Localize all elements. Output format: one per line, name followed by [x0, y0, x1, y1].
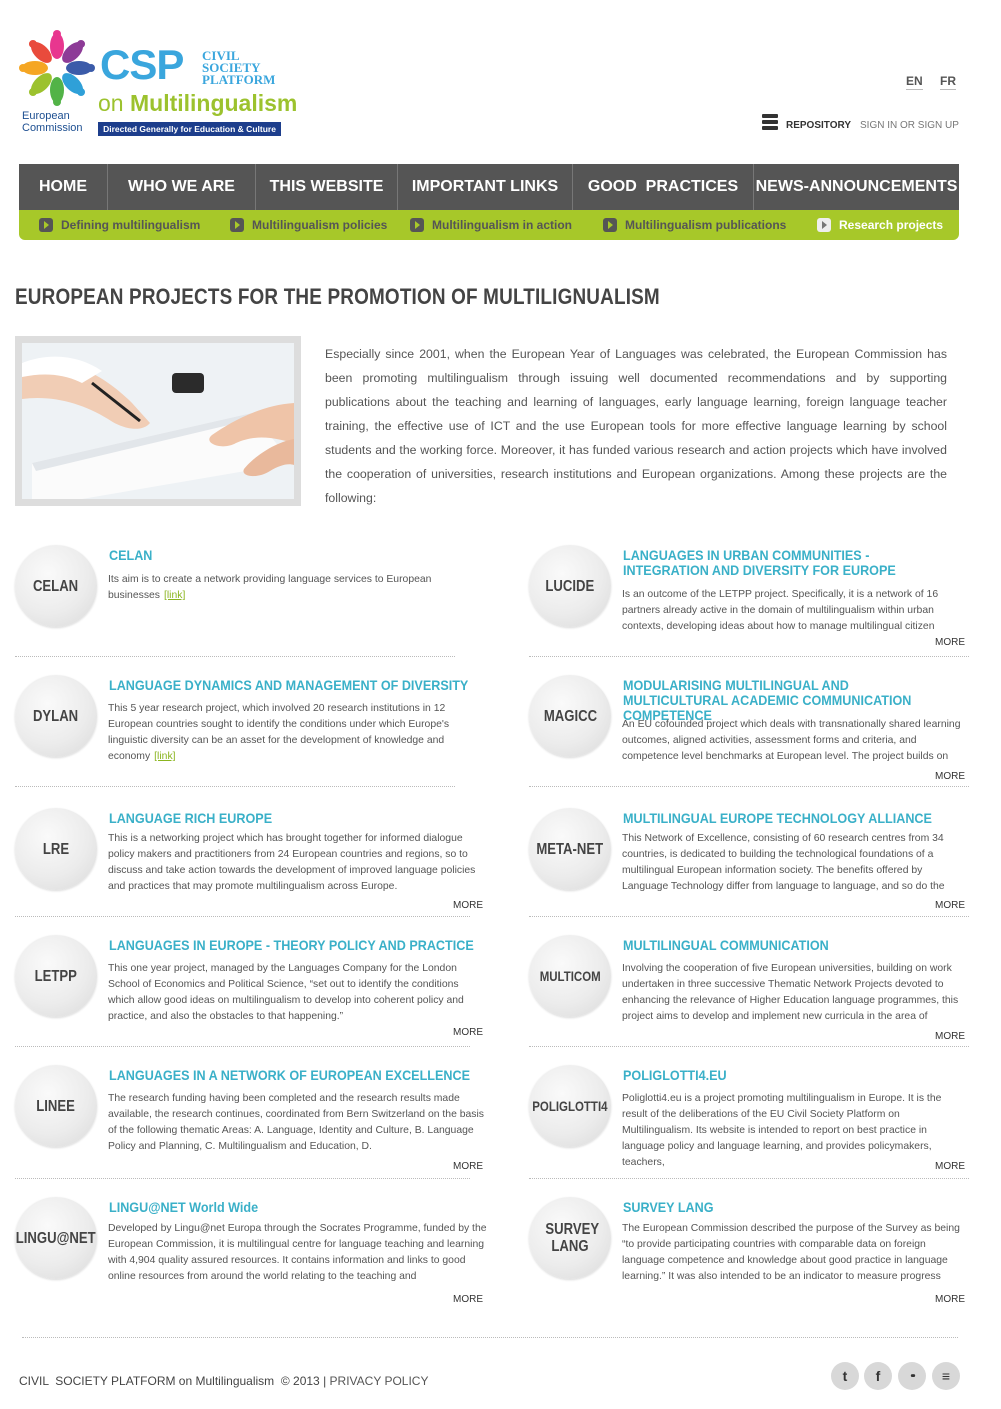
- subnav-label: Multilingualism publications: [625, 218, 787, 232]
- project-description: The research funding having been completed and the research results made available, the research continues, coordinated from Bern Switzerland on the basis of the following thematic Areas: A. Language, Identity and Culture, B. Language Policy and Planning, C. Multilingualism and Education, D.: [108, 1093, 485, 1152]
- project-description: Is an outcome of the LETPP project. Specifically, it is a network of 16 partners already active in the domain of multilingualism within urban contexts, developing ideas about how to manage multilingual citizen: [622, 589, 939, 632]
- project-linee: [15, 1065, 485, 1180]
- logo-emblem-icon: [18, 30, 96, 108]
- separator: [15, 1178, 470, 1179]
- project-description-text: Its aim is to create a network providing language services to European businesses: [108, 574, 432, 601]
- project-acronym: POLIGLOTTI4: [532, 1097, 608, 1114]
- project-title[interactable]: LANGUAGE RICH EUROPE: [109, 810, 273, 826]
- subnav-label: Research projects: [839, 218, 944, 232]
- project-poliglotti4: [529, 1065, 965, 1180]
- project-title[interactable]: SURVEY LANG: [623, 1199, 714, 1215]
- lang-fr-link[interactable]: FR: [940, 74, 956, 88]
- project-acronym: MAGICC: [543, 707, 597, 725]
- more-link[interactable]: MORE: [935, 1161, 965, 1172]
- project-description: An EU cofounded project which deals with transnationally shared learning outcomes, aligned activities, assessment forms and criteria, and competence level benchmarks at European level. The project builds on: [622, 719, 961, 762]
- project-description: [108, 701, 484, 767]
- project-description: The European Commission described the purpose of the Survey as being “to provide participating countries with comparable data on foreign language competence and knowledge about good practice in language learning.” It was also intended to be an indicator to measure progress: [622, 1223, 960, 1282]
- project-title[interactable]: POLIGLOTTI4.EU: [623, 1067, 727, 1083]
- twitter-icon[interactable]: t: [831, 1362, 859, 1390]
- flickr-icon[interactable]: ••: [898, 1362, 926, 1390]
- logo-european-commission: European Commission: [22, 110, 83, 134]
- logo-csp: CSP: [100, 41, 184, 88]
- nav-home[interactable]: HOME: [19, 164, 108, 210]
- nav-who-we-are[interactable]: WHO WE ARE: [108, 164, 256, 210]
- project-badge: [15, 808, 97, 890]
- nav-news-announcements[interactable]: NEWS-ANNOUNCEMENTS: [755, 178, 958, 195]
- footer-copyright: © 2013 |: [280, 1374, 327, 1388]
- logo-civil-society: CIVIL SOCIETY PLATFORM: [202, 48, 276, 87]
- project-acronym: SURVEY LANG: [545, 1221, 600, 1255]
- logo-on: on: [98, 90, 124, 116]
- project-badge: [15, 1065, 97, 1147]
- project-title[interactable]: CELAN: [109, 547, 153, 563]
- logo-dg-banner: Directed Generally for Education & Culture: [98, 122, 281, 136]
- play-icon: [230, 218, 244, 232]
- project-badge: [529, 1065, 611, 1147]
- project-badge: [15, 1197, 97, 1279]
- rss-icon[interactable]: ≡: [932, 1362, 960, 1390]
- main-nav: [19, 164, 959, 210]
- separator: [529, 916, 969, 917]
- repository-link[interactable]: REPOSITORY: [786, 120, 852, 131]
- subnav-multilingualism-in-action[interactable]: [410, 218, 572, 232]
- separator: [529, 656, 969, 657]
- project-badge: [529, 545, 611, 627]
- project-meta-net: [529, 808, 965, 923]
- more-link[interactable]: MORE: [453, 1027, 483, 1038]
- logo-multilingualism: [98, 90, 297, 117]
- play-icon: [39, 218, 53, 232]
- facebook-icon[interactable]: f: [864, 1362, 892, 1390]
- project-description: This is a networking project which has brought together for informed dialogue policy makers and practitioners from 24 European countries and regions, so to discuss and take action towards the development of improved language policies and practices that may promote multilingualism across Europe.: [108, 833, 476, 892]
- repository-icon[interactable]: [762, 114, 778, 131]
- separator: [15, 916, 470, 917]
- project-multicom: [529, 935, 965, 1050]
- privacy-policy-link[interactable]: PRIVACY POLICY: [329, 1374, 429, 1388]
- separator: [529, 1046, 969, 1047]
- separator: [529, 786, 969, 787]
- project-link[interactable]: [link]: [154, 751, 176, 762]
- more-link[interactable]: MORE: [453, 1161, 483, 1172]
- project-link[interactable]: [link]: [163, 590, 186, 601]
- project-badge: [529, 808, 611, 890]
- project-description: This Network of Excellence, consisting of 60 research centres from 34 countries, is dedicated to building the technological foundations of a multilingual European information society. The benefits offered by Language Technology differ from language to language, and so do the: [622, 833, 945, 892]
- project-lingunet: [15, 1197, 485, 1312]
- project-title[interactable]: LINGU@NET World Wide: [109, 1199, 259, 1215]
- project-acronym: LUCIDE: [545, 577, 595, 595]
- site-logo[interactable]: [18, 30, 298, 138]
- project-description: Poliglotti4.eu is a project promoting multilingualism in Europe. It is the result of the deliberations of the EU Civil Society Platform on Multilingualism. Its website is intended to report on best practice in language policy and language learning, and provides policymakers, teachers,: [622, 1093, 942, 1168]
- separator: [529, 1178, 969, 1179]
- subnav-label: Defining multilingualism: [61, 218, 201, 232]
- nav-important-links[interactable]: IMPORTANT LINKS: [398, 164, 573, 210]
- nav-this-website[interactable]: THIS WEBSITE: [256, 164, 398, 210]
- nav-good-practices[interactable]: GOOD PRACTICES: [573, 164, 754, 210]
- play-icon: [410, 218, 424, 232]
- project-title[interactable]: MODULARISING MULTILINGUAL AND MULTICULTURAL ACADEMIC COMMUNICATION COMPETENCE: [623, 677, 912, 723]
- subnav-multilingualism-publications[interactable]: [603, 218, 786, 232]
- project-description-text: This 5 year research project, which involved 20 research institutions in 12 European countries sought to identify the conditions under which Europe's linguistic diversity can be an asset for the development of knowledge and economy: [108, 703, 450, 762]
- project-acronym: LINEE: [36, 1097, 76, 1115]
- project-letpp: [15, 935, 485, 1050]
- project-title[interactable]: LANGUAGES IN A NETWORK OF EUROPEAN EXCELLENCE: [109, 1067, 470, 1083]
- project-description: Developed by Lingu@net Europa through the Socrates Programme, funded by the European Commission, it is multilingual centre for language teaching and learning with 4,904 quality assured resources. It contains information and links to good online resources from around the world relating to the teaching and: [108, 1223, 487, 1282]
- more-link[interactable]: MORE: [935, 1031, 965, 1042]
- project-title[interactable]: MULTILINGUAL EUROPE TECHNOLOGY ALLIANCE: [623, 810, 932, 826]
- play-icon: [603, 218, 617, 232]
- project-badge: [15, 935, 97, 1017]
- project-title[interactable]: LANGUAGE DYNAMICS AND MANAGEMENT OF DIVERSITY: [109, 677, 469, 693]
- footer-site-name: CIVIL SOCIETY PLATFORM on Multilingualism: [19, 1374, 275, 1388]
- project-dylan: [15, 675, 485, 790]
- signin-link[interactable]: SIGN IN OR SIGN UP: [860, 120, 959, 131]
- project-badge: [15, 675, 97, 757]
- footer: [19, 1374, 428, 1388]
- project-badge: [529, 935, 611, 1017]
- project-description: This one year project, managed by the Languages Company for the London School of Economics and Political Science, “set out to identify the conditions which allow good ideas on multilingualism to develop into coherent policy and practice, and also the obstacles to that happening.”: [108, 963, 464, 1022]
- subnav-defining-multilingualism[interactable]: [39, 218, 200, 232]
- project-badge: [529, 675, 611, 757]
- project-acronym: LINGU@NET: [16, 1229, 96, 1247]
- separator: [15, 656, 455, 657]
- logo-multilingualism-word: Multilingualism: [129, 90, 298, 116]
- project-survey-lang: [529, 1197, 965, 1312]
- separator: [15, 1046, 470, 1047]
- more-link[interactable]: MORE: [935, 900, 965, 911]
- lang-en-link[interactable]: EN: [906, 74, 923, 88]
- project-badge: [529, 1197, 611, 1279]
- project-acronym: CELAN: [33, 577, 79, 595]
- footer-separator: [22, 1337, 958, 1338]
- subnav-label: Multilingualism policies: [252, 218, 388, 232]
- subnav-label: Multilingualism in action: [432, 218, 573, 232]
- more-link[interactable]: MORE: [935, 637, 965, 648]
- project-celan: [15, 545, 485, 660]
- intro-image: [15, 336, 301, 506]
- project-title[interactable]: LANGUAGES IN URBAN COMMUNITIES - INTEGRATION AND DIVERSITY FOR EUROPE: [623, 547, 896, 578]
- play-icon: [817, 218, 831, 232]
- project-acronym: LETPP: [34, 967, 78, 985]
- project-title[interactable]: MULTILINGUAL COMMUNICATION: [623, 937, 829, 953]
- project-acronym: MULTICOM: [539, 967, 601, 984]
- project-magicc: [529, 675, 965, 790]
- project-acronym: META-NET: [536, 840, 604, 858]
- project-acronym: LRE: [42, 840, 70, 858]
- subnav-research-projects[interactable]: [817, 218, 943, 232]
- sub-nav: [19, 210, 959, 240]
- more-link[interactable]: MORE: [453, 900, 483, 911]
- project-lre: [15, 808, 485, 923]
- page-title: EUROPEAN PROJECTS FOR THE PROMOTION OF MULTILIGNUALISM: [15, 284, 660, 309]
- hands-writing-image: [22, 343, 294, 499]
- intro-text: Especially since 2001, when the European Year of Languages was celebrated, the European Commission has been promoting multilingualism through issuing well documented recommendations and by supporting publications about the teaching and learning of languages, early language learning, foreign language teacher training, the effective use of ICT and the use European tools for more effective language learning by school students and the working force. Moreover, it has funded various research and action projects which have involved the cooperation of universities, research institutions and European organizations. Among these projects are the following:: [325, 347, 947, 505]
- separator: [15, 786, 455, 787]
- more-link[interactable]: MORE: [453, 1294, 483, 1305]
- project-title[interactable]: LANGUAGES IN EUROPE - THEORY POLICY AND PRACTICE: [109, 937, 474, 953]
- subnav-multilingualism-policies[interactable]: [230, 218, 387, 232]
- project-lucide: [529, 545, 965, 660]
- more-link[interactable]: MORE: [935, 771, 965, 782]
- project-badge: [15, 545, 97, 627]
- more-link[interactable]: MORE: [935, 1294, 965, 1305]
- project-description: Involving the cooperation of five European universities, building on work undertaken in three successive Thematic Network Projects devoted to enhancing the relevance of Higher Education language programmes, this project aims to develop and implement new curricula in the area of: [622, 963, 959, 1022]
- project-description: [108, 572, 484, 608]
- project-acronym: DYLAN: [33, 707, 79, 725]
